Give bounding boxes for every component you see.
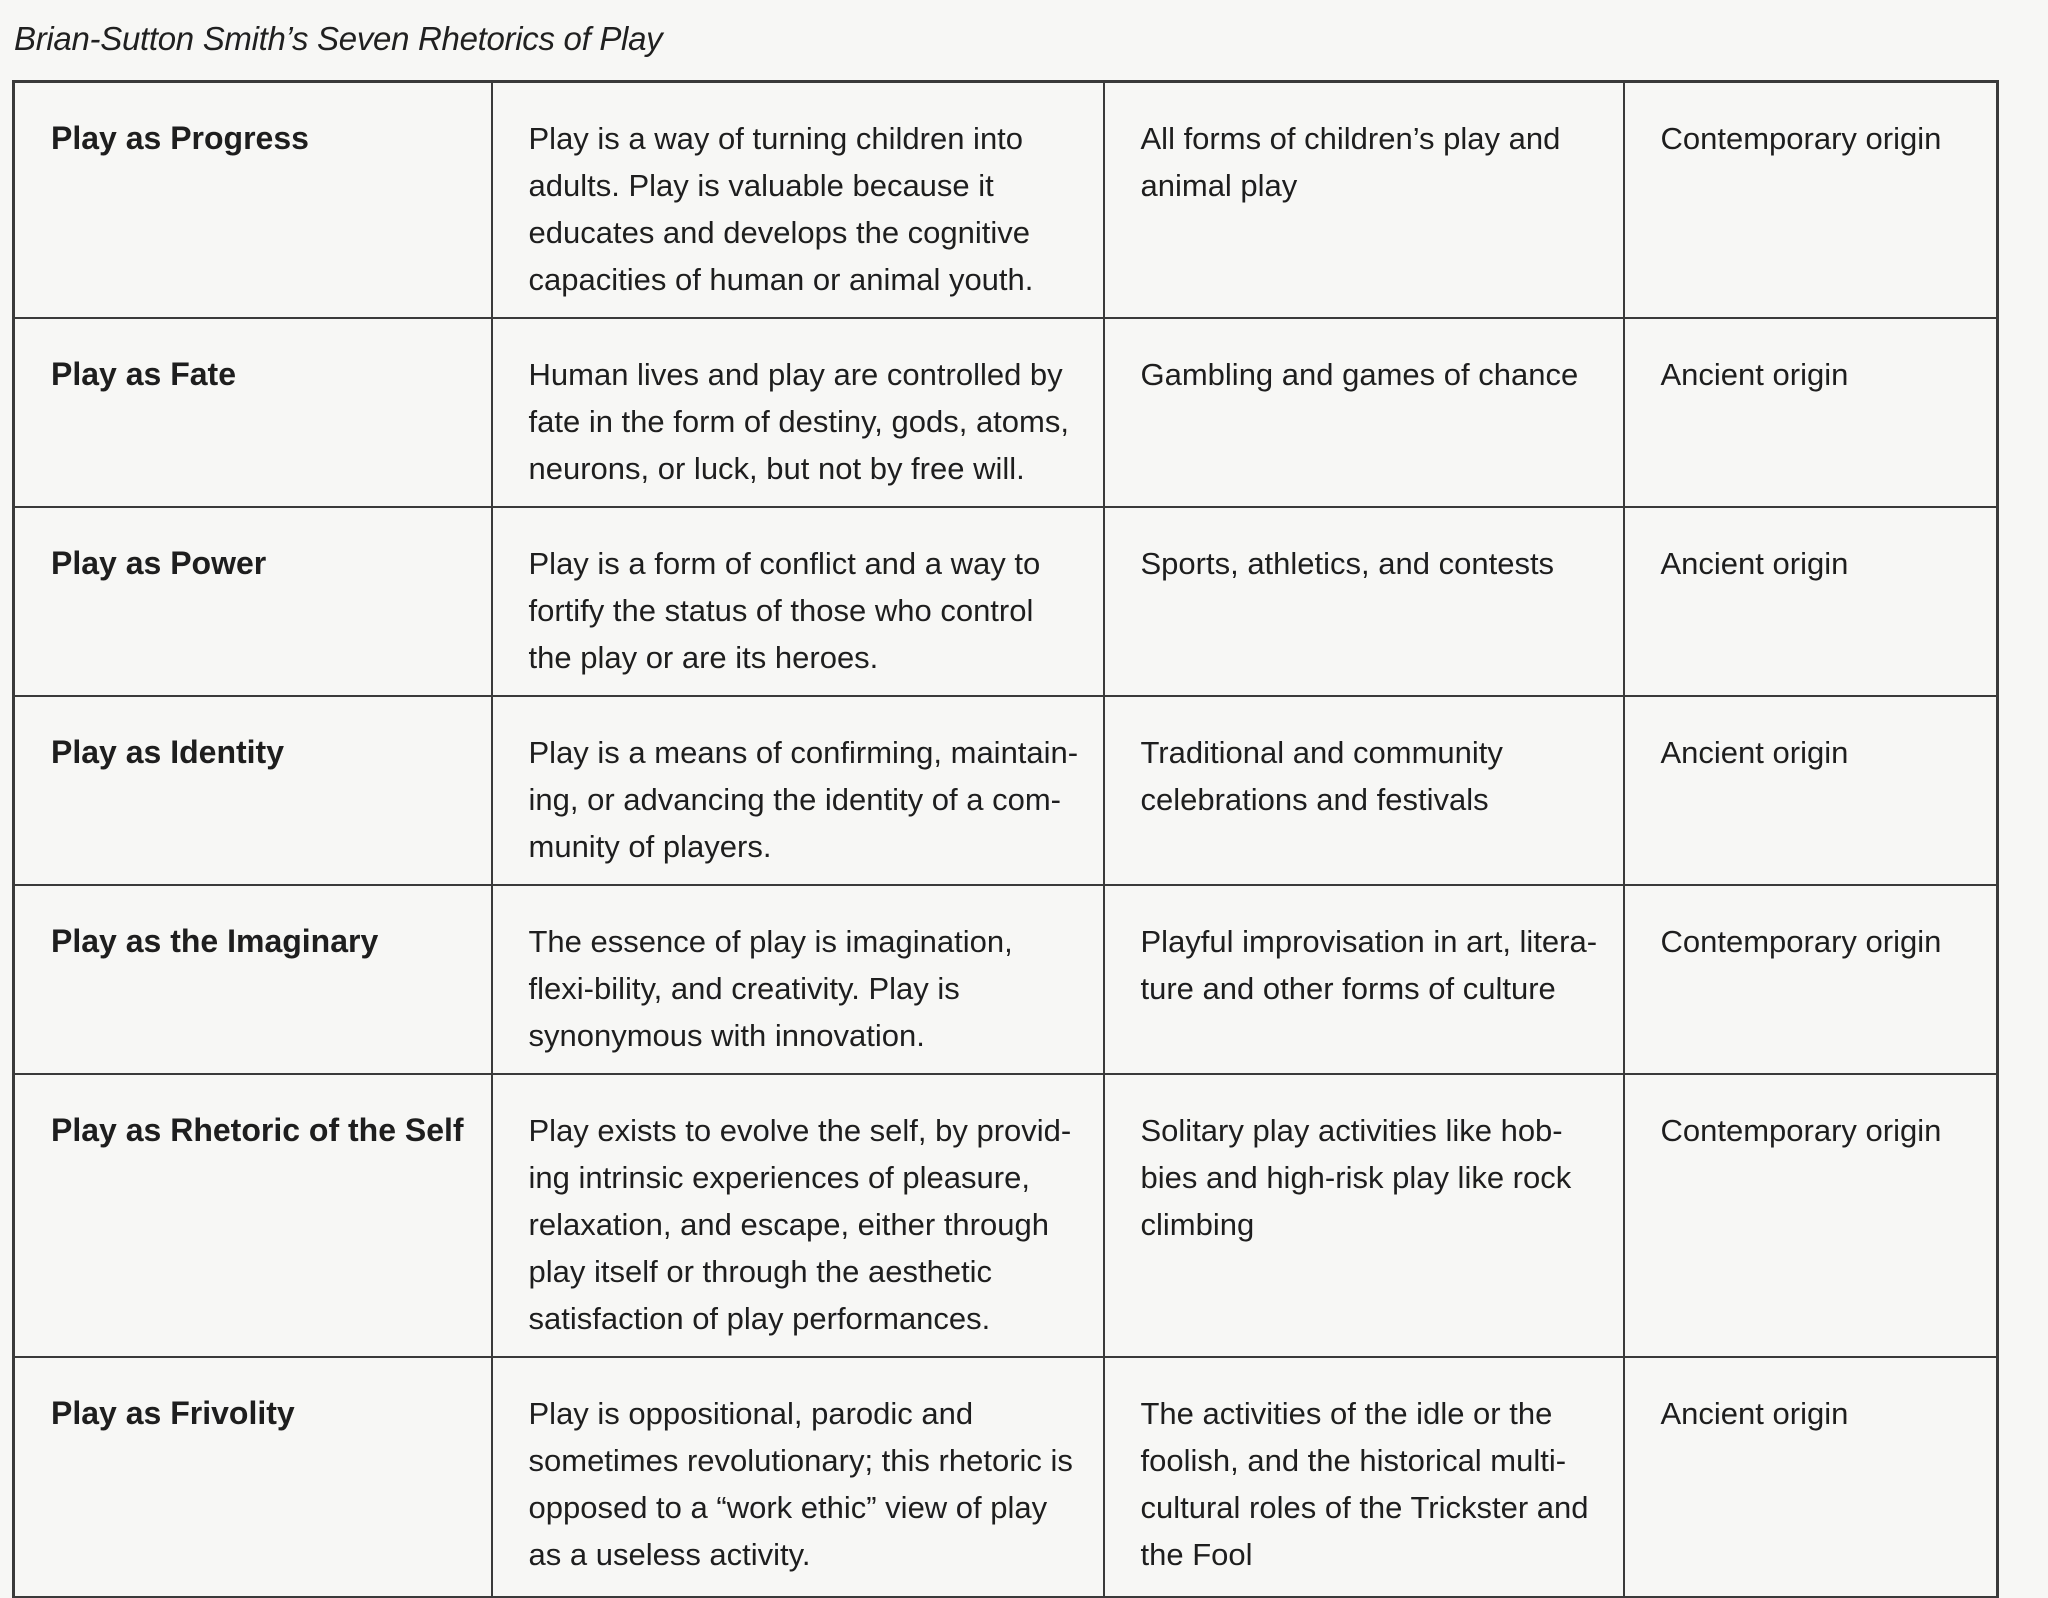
rhetoric-name: Play as Frivolity [14,1357,492,1597]
rhetoric-examples: All forms of children’s play and animal play [1104,82,1624,319]
rhetoric-name: Play as Power [14,507,492,696]
table-row [14,885,1998,1074]
rhetoric-description: Human lives and play are controlled by fate in the form of destiny, gods, atoms, neurons, or luck, but not by free will. [492,318,1104,507]
rhetoric-examples: Sports, athletics, and contests [1104,507,1624,696]
rhetoric-examples: Traditional and community celebrations and festivals [1104,696,1624,885]
table-caption: Brian-Sutton Smith’s Seven Rhetorics of Play [14,20,663,57]
rhetoric-origin: Contemporary origin [1624,82,1998,319]
rhetoric-origin: Ancient origin [1624,507,1998,696]
rhetoric-name: Play as Progress [14,82,492,319]
table-row [14,318,1998,507]
rhetoric-examples: Playful improvisation in art, litera-ture and other forms of culture [1104,885,1624,1074]
table-row [14,507,1998,696]
rhetoric-description: Play is oppositional, parodic and sometimes revolutionary; this rhetoric is opposed to a “work ethic” view of play as a useless activity. [492,1357,1104,1597]
rhetoric-name: Play as the Imaginary [14,885,492,1074]
rhetoric-name: Play as Rhetoric of the Self [14,1074,492,1357]
table-row [14,82,1998,319]
rhetoric-origin: Ancient origin [1624,696,1998,885]
rhetoric-description: Play is a form of conflict and a way to fortify the status of those who control the play or are its heroes. [492,507,1104,696]
rhetoric-description: Play is a means of confirming, maintain-ing, or advancing the identity of a com-munity of players. [492,696,1104,885]
rhetoric-name: Play as Fate [14,318,492,507]
rhetoric-origin: Ancient origin [1624,1357,1998,1597]
rhetoric-examples: The activities of the idle or the foolish, and the historical multi-cultural roles of the Trickster and the Fool [1104,1357,1624,1597]
rhetorics-table [12,80,1999,1598]
rhetoric-origin: Ancient origin [1624,318,1998,507]
rhetoric-examples: Solitary play activities like hob-bies and high-risk play like rock climbing [1104,1074,1624,1357]
rhetoric-origin: Contemporary origin [1624,885,1998,1074]
table-row [14,1074,1998,1357]
table-row [14,1357,1998,1597]
rhetoric-origin: Contemporary origin [1624,1074,1998,1357]
rhetoric-name: Play as Identity [14,696,492,885]
rhetoric-description: Play exists to evolve the self, by provid-ing intrinsic experiences of pleasure, relaxation, and escape, either through play itself or through the aesthetic satisfaction of play performances. [492,1074,1104,1357]
rhetoric-examples: Gambling and games of chance [1104,318,1624,507]
table-row [14,696,1998,885]
rhetoric-description: Play is a way of turning children into adults. Play is valuable because it educates and develops the cognitive capacities of human or animal youth. [492,82,1104,319]
rhetoric-description: The essence of play is imagination, flexi-bility, and creativity. Play is synonymous with innovation. [492,885,1104,1074]
